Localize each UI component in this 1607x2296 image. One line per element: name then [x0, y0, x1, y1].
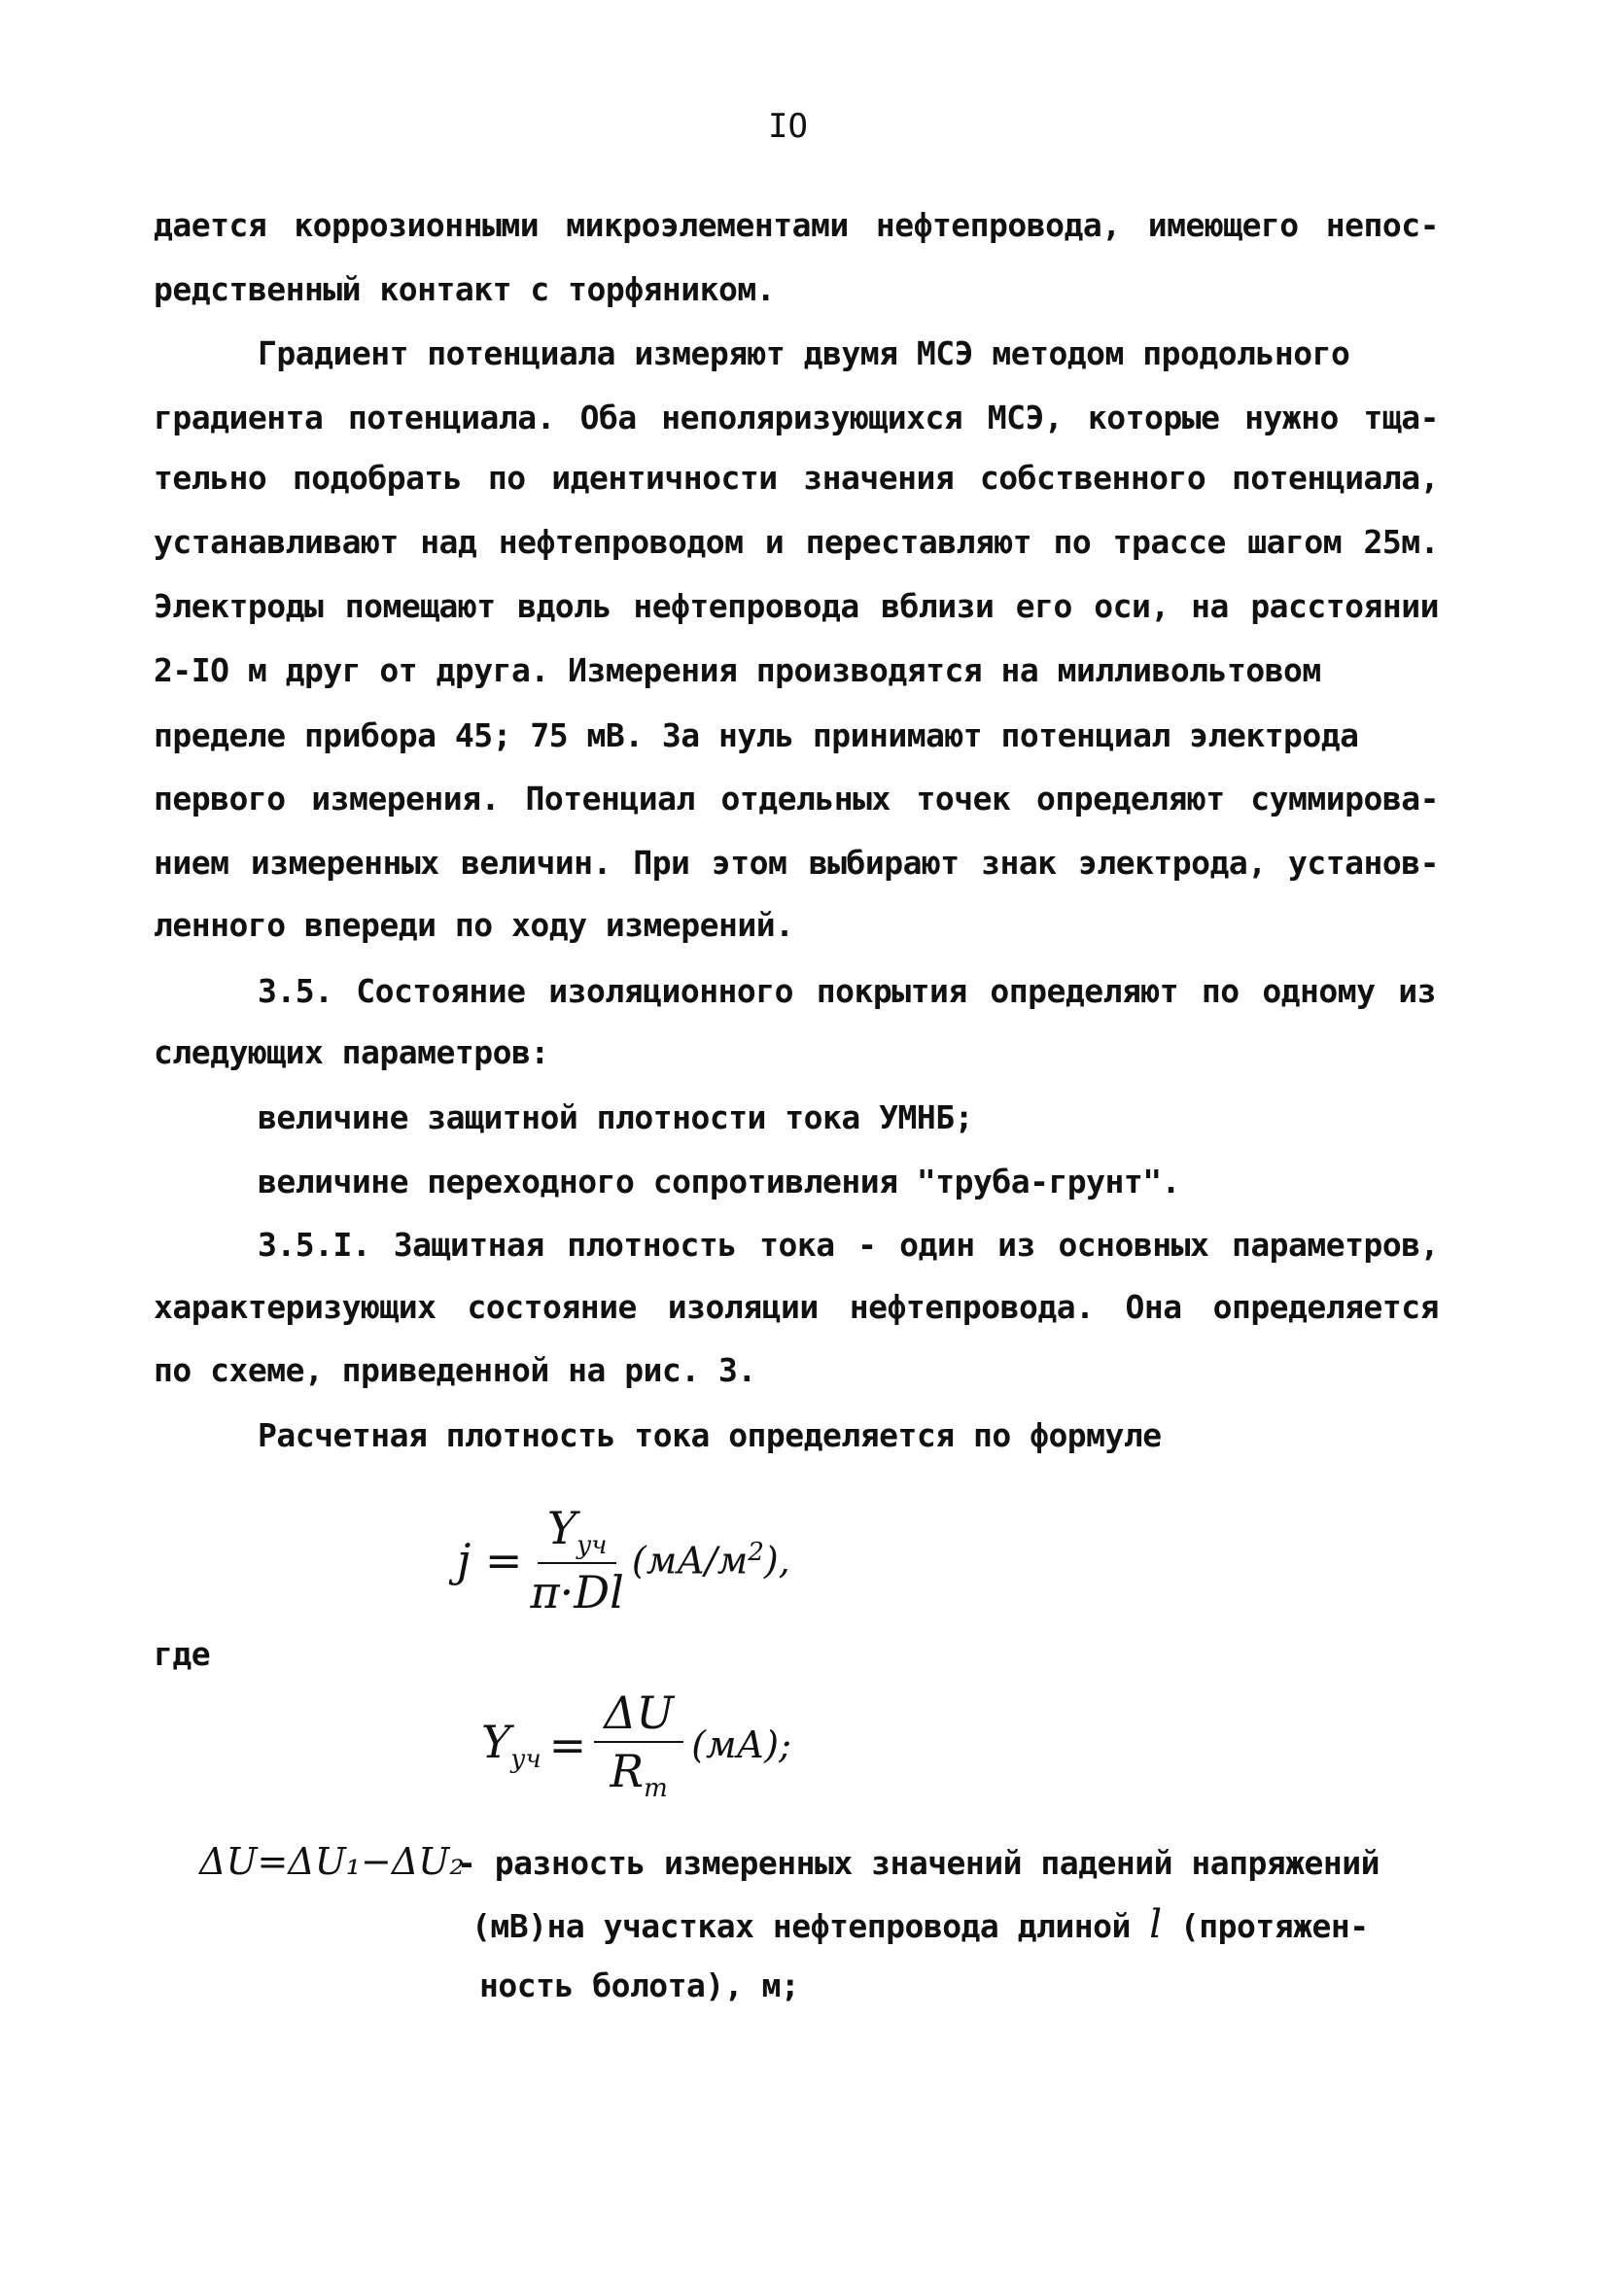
page-number: IO: [768, 107, 808, 146]
formula-current-density: [457, 1502, 790, 1618]
definition-text: - разность измеренных значений падений напряжений: [457, 1844, 1380, 1882]
text-line: характеризующих состояние изоляции нефтепровода. Она определяется: [154, 1288, 1439, 1326]
text-line: устанавливают над нефтепроводом и переставляют по трассе шагом 25м.: [154, 523, 1439, 561]
formula-current: [481, 1687, 791, 1803]
fraction: [594, 1687, 683, 1803]
text-line: 2-IO м друг от друга. Измерения производятся на милливольтовом: [154, 651, 1321, 689]
text-line: дается коррозионными микроэлементами нефтепровода, имеющего непос-: [154, 206, 1439, 244]
fraction: [530, 1502, 623, 1618]
list-item: величине защитной плотности тока УМНБ;: [258, 1098, 973, 1136]
definition-text: ность болота), м;: [479, 1966, 800, 2004]
text-line: градиента потенциала. Оба неполяризующихся МСЭ, которые нужно тща-: [154, 399, 1439, 436]
text-line: редственный контакт с торфяником.: [154, 270, 776, 308]
numerator: $Y_{уч}$: [538, 1502, 617, 1564]
formula-lhs: $Y_{уч}$: [481, 1716, 541, 1775]
denominator: $R_т$: [610, 1745, 668, 1804]
formula-lhs: j =: [457, 1534, 523, 1587]
list-item: величине переходного сопротивления "труба-грунт".: [258, 1163, 1181, 1200]
definition-text: (мВ)на участках нефтепровода длиной l (протяжен-: [472, 1902, 1369, 1947]
text-line: Градиент потенциала измеряют двумя МСЭ методом продольного: [258, 334, 1350, 372]
text-line: по схеме, приведенной на рис. 3.: [154, 1351, 756, 1389]
section-heading: 3.5.I. Защитная плотность тока - один из основных параметров,: [258, 1226, 1439, 1264]
text-line: ленного впереди по ходу измерений.: [154, 906, 794, 944]
text-line: Электроды помещают вдоль нефтепровода вблизи его оси, на расстоянии: [154, 587, 1439, 625]
text-line: тельно подобрать по идентичности значения собственного потенциала,: [154, 459, 1439, 497]
text-line: нием измеренных величин. При этом выбирают знак электрода, установ-: [154, 844, 1439, 882]
where-label: где: [154, 1635, 211, 1673]
equals: =: [548, 1719, 587, 1772]
numerator: ΔU: [594, 1687, 683, 1743]
section-heading: 3.5. Состояние изоляционного покрытия определяют по одному из: [258, 972, 1436, 1010]
unit: $(мА/м^2)$,: [631, 1538, 790, 1583]
text-line: следующих параметров:: [154, 1033, 549, 1071]
text-line: пределе прибора 45; 75 мВ. За нуль принимают потенциал электрода: [154, 716, 1359, 754]
text-line: первого измерения. Потенциал отдельных точек определяют суммирова-: [154, 780, 1439, 818]
denominator: π·Dl: [530, 1566, 624, 1619]
definition-symbol: ΔU=ΔU₁−ΔU₂: [199, 1840, 465, 1883]
unit: (мА);: [691, 1723, 791, 1767]
text-line: Расчетная плотность тока определяется по формуле: [258, 1416, 1162, 1454]
